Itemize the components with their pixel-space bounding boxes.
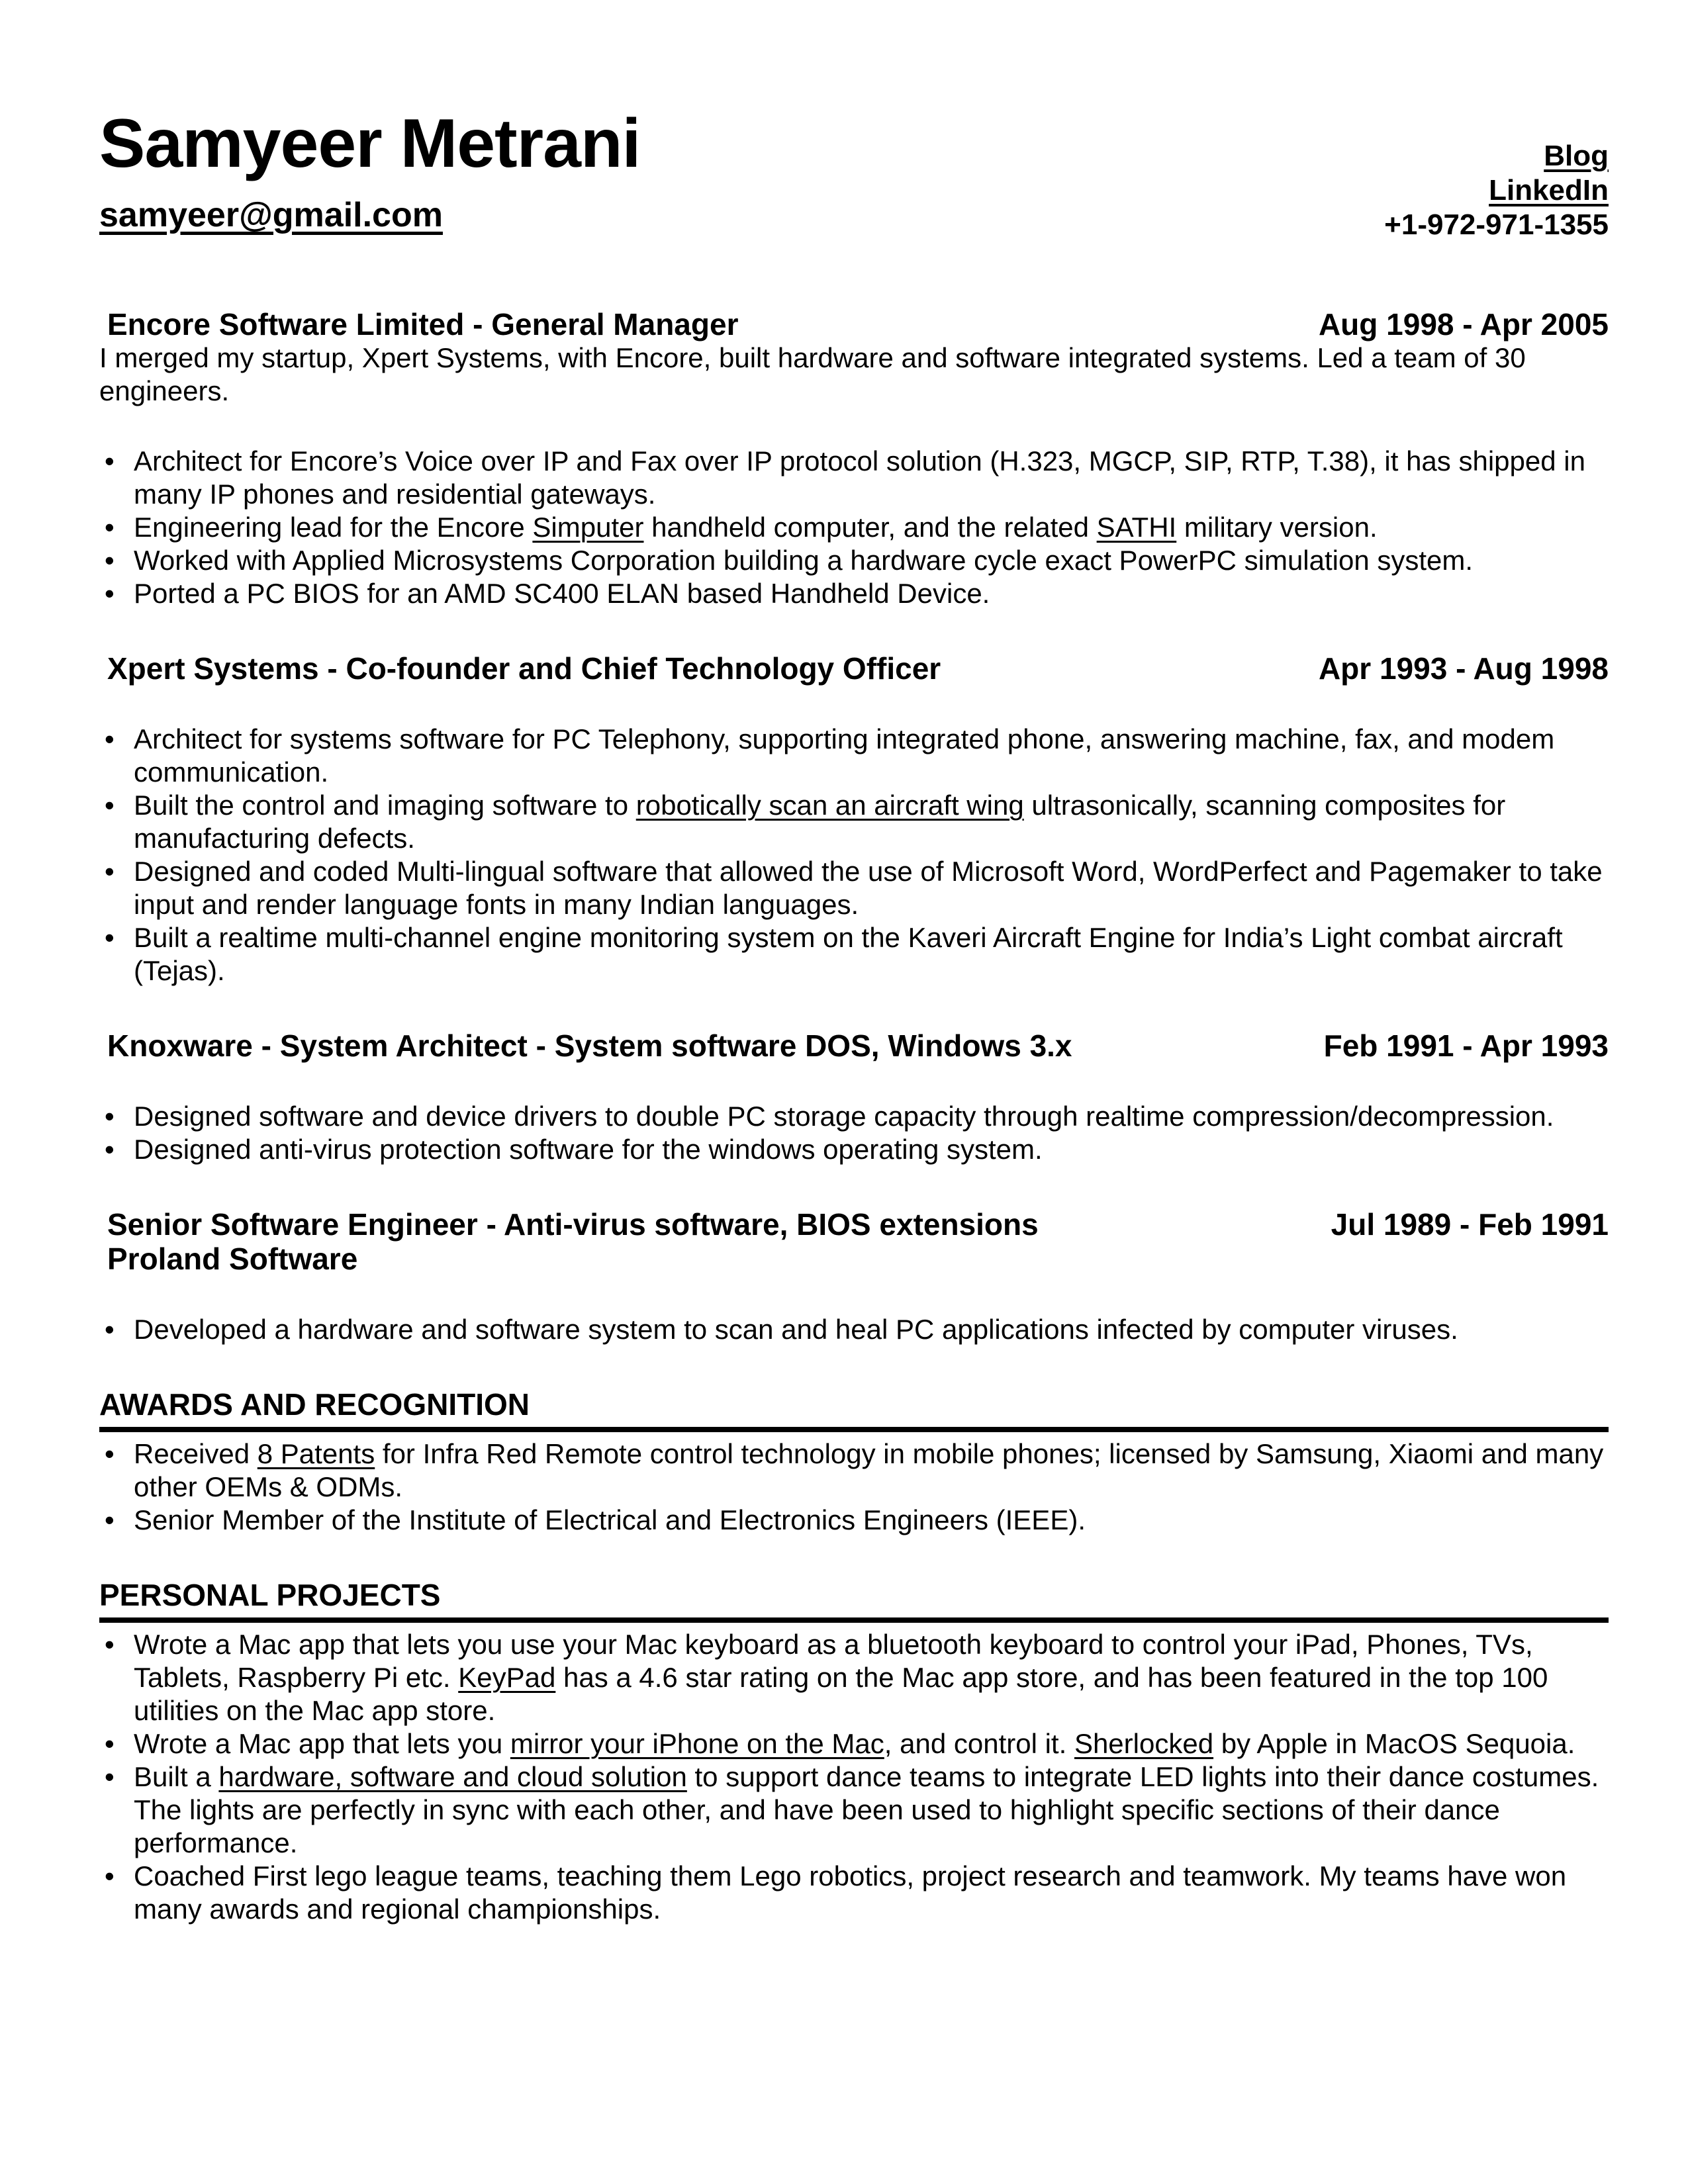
job-dates: Apr 1993 - Aug 1998	[1318, 651, 1609, 686]
linkedin-link[interactable]: LinkedIn	[1489, 174, 1609, 206]
bullet-item	[134, 1860, 1609, 1926]
job-title: Knoxware - System Architect - System software DOS, Windows 3.x	[107, 1028, 1072, 1063]
section-heading: AWARDS AND RECOGNITION	[99, 1387, 1609, 1432]
text-segment: Designed and coded Multi-lingual software that allowed the use of Microsoft Word, WordPerfect and Pagemaker to take input and render language fonts in many Indian languages.	[134, 856, 1603, 920]
text-segment: Received	[134, 1438, 258, 1469]
header	[99, 105, 1609, 242]
text-segment: Developed a hardware and software system to scan and heal PC applications infected by computer viruses.	[134, 1314, 1458, 1345]
job-title	[107, 1207, 1039, 1276]
job-dates: Aug 1998 - Apr 2005	[1318, 307, 1609, 341]
bullet-item	[134, 577, 1609, 610]
section-heading: PERSONAL PROJECTS	[99, 1578, 1609, 1623]
job-heading	[99, 307, 1609, 341]
bullet-item	[134, 544, 1609, 577]
inline-link[interactable]: Simputer	[532, 512, 644, 543]
job-title-line2: Proland Software	[107, 1242, 358, 1276]
phone-number: +1-972-971-1355	[1384, 208, 1609, 241]
text-segment: military version.	[1176, 512, 1378, 543]
text-segment: Ported a PC BIOS for an AMD SC400 ELAN based Handheld Device.	[134, 578, 990, 609]
text-segment: Wrote a Mac app that lets you use your Mac keyboard as a bluetooth keyboard to control your iPad, Phones, TVs, Tablets, Raspberry Pi etc.	[134, 1629, 1533, 1693]
text-segment: ultrasonically, scanning composites for manufacturing defects.	[134, 790, 1506, 854]
job-dates: Jul 1989 - Feb 1991	[1331, 1207, 1609, 1242]
job-heading	[99, 1028, 1609, 1063]
person-name: Samyeer Metrani	[99, 105, 641, 182]
bullet-item	[134, 921, 1609, 987]
content	[99, 307, 1609, 1926]
contact-row	[1384, 173, 1609, 208]
job-section-xpert	[99, 651, 1609, 987]
bullet-item	[134, 1133, 1609, 1166]
bullet-list	[99, 723, 1609, 987]
contact-links	[1384, 139, 1609, 242]
job-heading	[99, 1207, 1609, 1276]
inline-link[interactable]: KeyPad	[458, 1662, 556, 1693]
job-section-knoxware	[99, 1028, 1609, 1166]
text-segment: to support dance teams to integrate LED lights into their dance costumes. The lights are perfectly in sync with each other, and have been used to highlight specific sections of their dance performance.	[134, 1761, 1599, 1858]
bullet-item	[134, 1313, 1609, 1346]
text-segment: for Infra Red Remote control technology in mobile phones; licensed by Samsung, Xiaomi and many other OEMs & ODMs.	[134, 1438, 1604, 1502]
text-segment: Designed anti-virus protection software for the windows operating system.	[134, 1134, 1043, 1165]
inline-link[interactable]: Sherlocked	[1074, 1728, 1214, 1759]
header-left	[99, 105, 641, 235]
text-segment: by Apple in MacOS Sequoia.	[1213, 1728, 1575, 1759]
bullet-item	[134, 1628, 1609, 1727]
job-summary: I merged my startup, Xpert Systems, with Encore, built hardware and software integrated systems. Led a team of 30 engineers.	[99, 342, 1526, 406]
bullet-list	[99, 445, 1609, 610]
section-awards	[99, 1387, 1609, 1537]
email-row	[99, 195, 640, 235]
text-segment: Senior Member of the Institute of Electrical and Electronics Engineers (IEEE).	[134, 1504, 1086, 1535]
email-link[interactable]: samyeer@gmail.com	[99, 196, 443, 234]
job-title: Xpert Systems - Co-founder and Chief Technology Officer	[107, 651, 941, 686]
text-segment: , and control it.	[884, 1728, 1074, 1759]
job-title-line1: Senior Software Engineer - Anti-virus software, BIOS extensions	[107, 1207, 1039, 1242]
inline-link[interactable]: robotically scan an aircraft wing	[635, 790, 1024, 821]
bullet-item	[134, 1100, 1609, 1133]
text-segment: Built a realtime multi-channel engine monitoring system on the Kaveri Aircraft Engine for India’s Light combat aircraft (Tejas).	[134, 922, 1563, 986]
job-title: Encore Software Limited - General Manager	[107, 307, 739, 341]
job-section-proland	[99, 1207, 1609, 1346]
bullet-item	[134, 855, 1609, 921]
inline-link[interactable]: hardware, software and cloud solution	[218, 1761, 687, 1792]
bullet-item	[134, 723, 1609, 789]
bullet-list	[99, 1100, 1609, 1166]
text-segment: Built the control and imaging software to	[134, 790, 636, 821]
text-segment: Engineering lead for the Encore	[134, 512, 533, 543]
bullet-item	[134, 789, 1609, 855]
text-segment: Coached First lego league teams, teaching them Lego robotics, project research and teamwork. My teams have won many awards and regional championships.	[134, 1860, 1567, 1925]
text-segment: Wrote a Mac app that lets you	[134, 1728, 510, 1759]
contact-row	[1384, 139, 1609, 173]
bullet-list	[99, 1437, 1609, 1537]
text-segment: Designed software and device drivers to double PC storage capacity through realtime compression/decompression.	[134, 1101, 1554, 1132]
blog-link[interactable]: Blog	[1544, 140, 1609, 172]
bullet-item	[134, 1504, 1609, 1537]
bullet-list	[99, 1628, 1609, 1926]
text-segment: Built a	[134, 1761, 219, 1792]
bullet-list	[99, 1313, 1609, 1346]
text-segment: handheld computer, and the related	[643, 512, 1097, 543]
bullet-item	[134, 511, 1609, 544]
inline-link[interactable]: mirror your iPhone on the Mac	[510, 1728, 884, 1759]
job-dates: Feb 1991 - Apr 1993	[1323, 1028, 1609, 1063]
inline-link[interactable]: 8 Patents	[257, 1438, 375, 1469]
bullet-item	[134, 445, 1609, 511]
bullet-item	[134, 1437, 1609, 1504]
bullet-item	[134, 1760, 1609, 1860]
job-heading	[99, 651, 1609, 686]
section-personal-projects	[99, 1578, 1609, 1926]
text-segment: Architect for Encore’s Voice over IP and Fax over IP protocol solution (H.323, MGCP, SIP, RTP, T.38), it has shipped in many IP phones and residential gateways.	[134, 445, 1585, 510]
text-segment: Worked with Applied Microsystems Corporation building a hardware cycle exact PowerPC simulation system.	[134, 545, 1474, 576]
inline-link[interactable]: SATHI	[1096, 512, 1177, 543]
text-segment: Architect for systems software for PC Telephony, supporting integrated phone, answering machine, fax, and modem communication.	[134, 723, 1555, 788]
job-section-encore	[99, 307, 1609, 610]
bullet-item	[134, 1727, 1609, 1760]
text-segment: has a 4.6 star rating on the Mac app store, and has been featured in the top 100 utilities on the Mac app store.	[134, 1662, 1548, 1726]
